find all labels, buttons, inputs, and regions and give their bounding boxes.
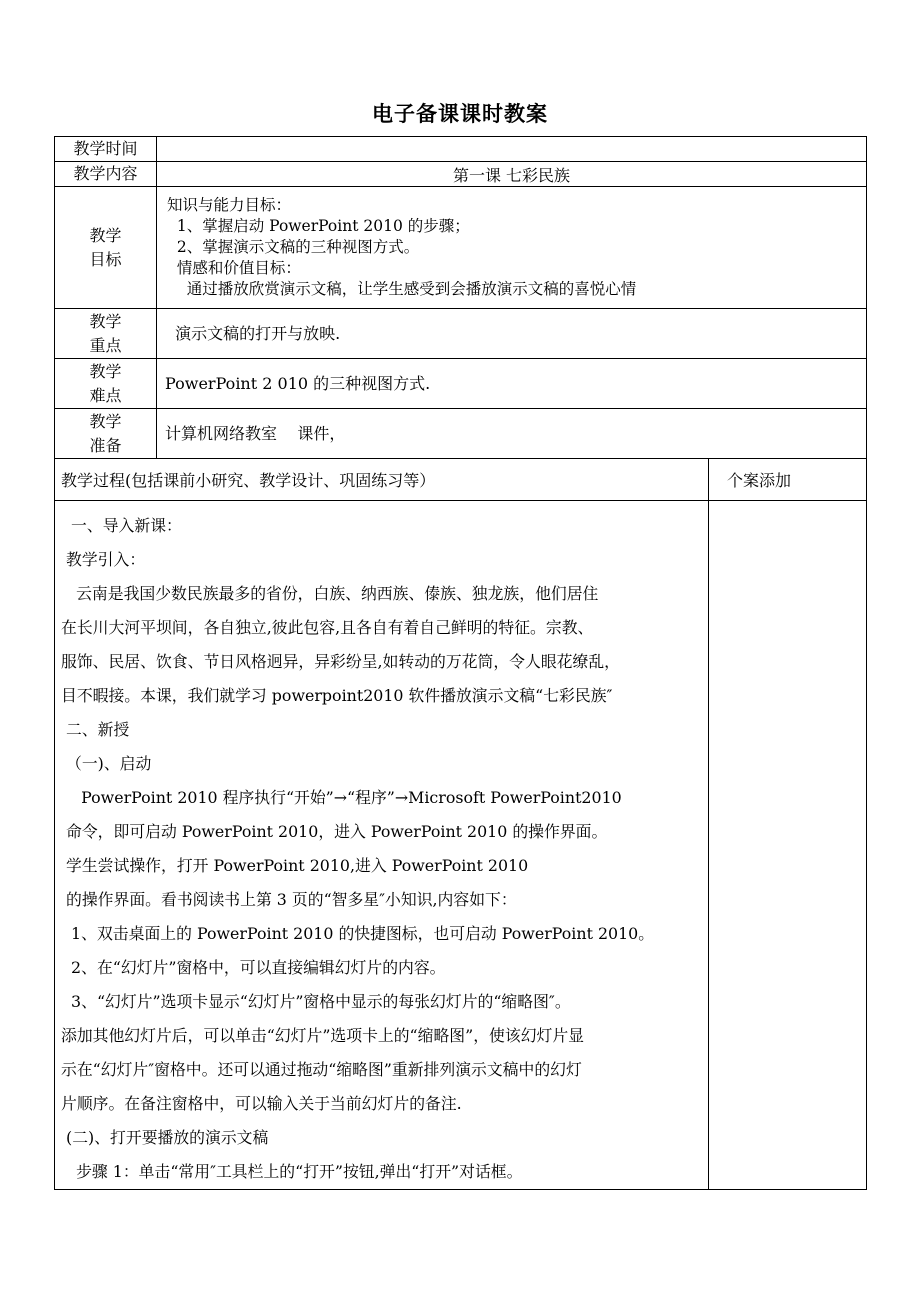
process-header: 教学过程(包括课前小研究、教学设计、巩固练习等）: [55, 459, 709, 501]
row-key-points: [55, 309, 867, 359]
process-line: 1、双击桌面上的 PowerPoint 2010 的快捷图标，也可启动 PowerPoint 2010。: [61, 924, 655, 943]
process-line: 在长川大河平坝间，各自独立,彼此包容,且各自有着自己鲜明的特征。宗教、: [61, 618, 594, 637]
row-teaching-goals: [55, 187, 867, 309]
goals-line: 1、掌握启动 PowerPoint 2010 的步骤；: [167, 217, 470, 235]
process-line: (二)、打开要播放的演示文稿: [61, 1128, 269, 1147]
label-teaching-goals: 教学 目标: [55, 187, 157, 309]
document-title: 电子备课课时教案: [372, 102, 548, 126]
label-difficulties: 教学 难点: [55, 359, 157, 409]
process-line: 云南是我国少数民族最多的省份，白族、纳西族、傣族、独龙族，他们居住: [61, 584, 599, 603]
process-line: 示在“幻灯片″窗格中。还可以通过拖动“缩略图”重新排列演示文稿中的幻灯: [61, 1060, 582, 1079]
label-teaching-content: 教学内容: [55, 162, 157, 187]
value-teaching-content: 第一课 七彩民族: [157, 162, 867, 187]
process-line: 添加其他幻灯片后，可以单击“幻灯片”选项卡上的“缩略图”，使该幻灯片显: [61, 1026, 585, 1045]
case-addition-cell: [709, 501, 867, 1190]
process-line: 步骤 1：单击“常用″工具栏上的“打开”按钮,弹出“打开”对话框。: [61, 1162, 523, 1181]
label-key-points: 教学 重点: [55, 309, 157, 359]
value-key-points: 演示文稿的打开与放映.: [157, 309, 867, 359]
process-line: 服饰、民居、饮食、节日风格迥异，异彩纷呈,如转动的万花筒，令人眼花缭乱，: [61, 652, 620, 671]
row-teaching-content: [55, 162, 867, 187]
process-body: [55, 501, 709, 1190]
process-line: 片顺序。在备注窗格中，可以输入关于当前幻灯片的备注.: [61, 1094, 462, 1113]
row-preparation: [55, 409, 867, 459]
goals-line: 知识与能力目标：: [167, 196, 292, 214]
row-process-header: [55, 459, 867, 501]
goals-line: 通过播放欣赏演示文稿，让学生感受到会播放演示文稿的喜悦心情: [167, 280, 637, 298]
process-line: 一、导入新课：: [61, 516, 182, 535]
process-line: 3、“幻灯片”选项卡显示“幻灯片”窗格中显示的每张幻灯片的“缩略图″。: [61, 992, 571, 1011]
lesson-plan-table: [54, 136, 867, 1190]
row-teaching-time: [55, 137, 867, 162]
process-line: 命令，即可启动 PowerPoint 2010，进入 PowerPoint 2010 的操作界面。: [61, 822, 608, 841]
process-line: 二、新授: [61, 720, 130, 739]
process-line: 教学引入：: [61, 550, 146, 569]
case-addition-header: 个案添加: [709, 459, 867, 501]
goals-line: 2、掌握演示文稿的三种视图方式。: [167, 238, 420, 256]
process-line: 学生尝试操作，打开 PowerPoint 2010,进入 PowerPoint 2010: [61, 856, 529, 875]
value-teaching-time: [157, 137, 867, 162]
value-difficulties: PowerPoint 2 010 的三种视图方式.: [157, 359, 867, 409]
value-preparation: 计算机网络教室 课件，: [157, 409, 867, 459]
goals-text: [157, 187, 867, 309]
process-line: 2、在“幻灯片”窗格中，可以直接编辑幻灯片的内容。: [61, 958, 446, 977]
row-process-body: [55, 501, 867, 1190]
label-preparation: 教学 准备: [55, 409, 157, 459]
process-line: （一)、启动: [61, 754, 152, 773]
process-line: 的操作界面。看书阅读书上第 3 页的“智多星″小知识,内容如下：: [61, 890, 517, 909]
process-line: PowerPoint 2010 程序执行“开始”→“程序”→Microsoft PowerPoint2010: [61, 788, 622, 807]
row-difficulties: [55, 359, 867, 409]
label-teaching-time: 教学时间: [55, 137, 157, 162]
process-line: 目不暇接。本课，我们就学习 powerpoint2010 软件播放演示文稿“七彩民族″: [61, 686, 613, 705]
goals-line: 情感和价值目标：: [167, 259, 301, 277]
